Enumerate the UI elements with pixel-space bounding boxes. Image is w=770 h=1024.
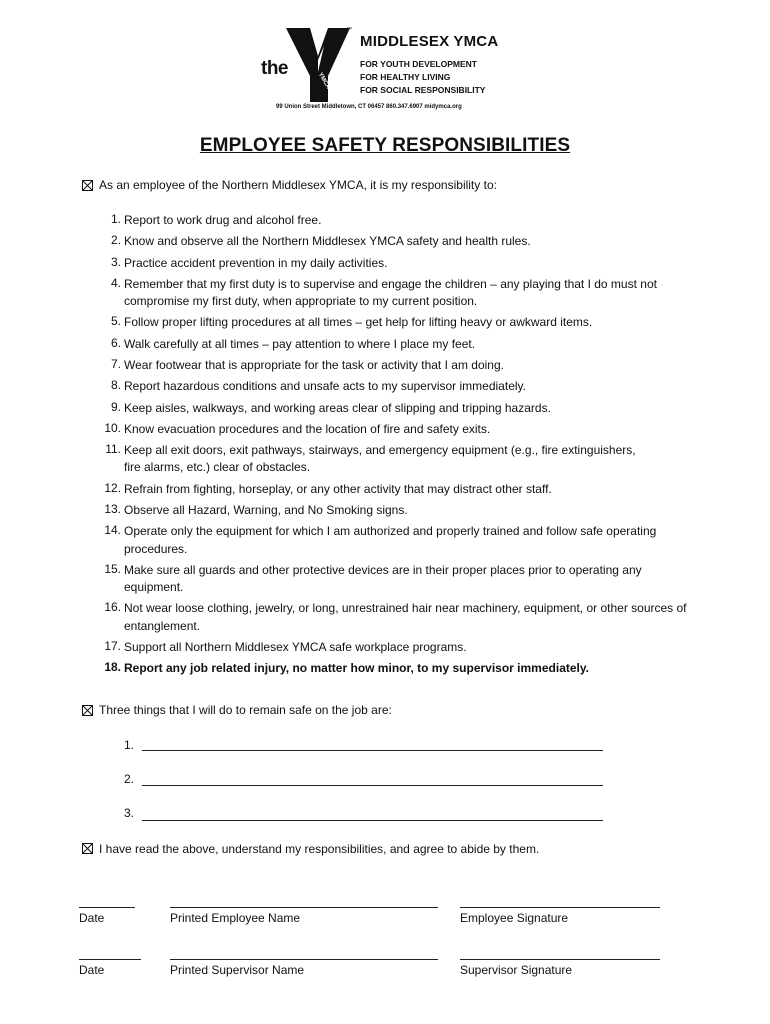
list-item-number: 14. xyxy=(104,523,121,538)
list-item-number: 1. xyxy=(110,212,121,226)
employee-date-line[interactable] xyxy=(79,907,135,908)
list-item-text: fire alarms, etc.) clear of obstacles. xyxy=(124,460,311,475)
list-item-number: 2. xyxy=(110,233,121,248)
org-address: 99 Union Street Middletown, CT 06457 860.347.6907 midymca.org xyxy=(276,104,462,110)
logo-ymca-text: YMCA xyxy=(316,71,331,91)
checked-box-icon[interactable] xyxy=(82,705,93,716)
list-item-number: 12. xyxy=(104,480,121,495)
list-item-number: 13. xyxy=(104,502,121,516)
list-item-text: Wear footwear that is appropriate for the task or activity that I am doing. xyxy=(124,358,504,372)
supervisor-name-label: Printed Supervisor Name xyxy=(170,963,305,977)
page-title: EMPLOYEE SAFETY RESPONSIBILITIES xyxy=(199,135,571,156)
list-item-number: 8. xyxy=(110,378,121,393)
answer-line-3[interactable] xyxy=(142,820,603,821)
employee-name-line[interactable] xyxy=(170,907,438,908)
answer-line-2[interactable] xyxy=(142,785,603,786)
list-item-text: Know evacuation procedures and the location of fire and safety exits. xyxy=(124,421,491,436)
list-item-text: Refrain from fighting, horseplay, or any other activity that may distract other staff. xyxy=(124,481,552,496)
list-item-text: Practice accident prevention in my daily activities. xyxy=(124,255,388,270)
list-item-text: Report hazardous conditions and unsafe acts to my supervisor immediately. xyxy=(124,379,526,394)
list-item-text: Walk carefully at all times – pay attention to where I place my feet. xyxy=(124,336,476,351)
list-item-number: 5. xyxy=(110,314,121,329)
blank-number: 1. xyxy=(124,738,135,752)
list-item-text: Report any job related injury, no matter how minor, to my supervisor immediately. xyxy=(124,661,589,676)
checked-box-icon[interactable] xyxy=(82,180,93,191)
supervisor-name-line[interactable] xyxy=(170,959,438,960)
employee-date-label: Date xyxy=(79,911,105,925)
list-item-text: Follow proper lifting procedures at all times – get help for lifting heavy or awkward items. xyxy=(124,315,593,330)
list-item-number: 10. xyxy=(104,420,121,435)
tagline-line-1: FOR YOUTH DEVELOPMENT xyxy=(360,59,477,69)
supervisor-signature-line[interactable] xyxy=(460,959,660,960)
list-item-number: 7. xyxy=(110,357,121,371)
list-item-text: Make sure all guards and other protective devices are in their proper places prior to operating any xyxy=(124,562,642,577)
list-item-text: Know and observe all the Northern Middlesex YMCA safety and health rules. xyxy=(124,234,531,249)
list-item-text: Operate only the equipment for which I am authorized and properly trained and follow safe operating xyxy=(124,524,657,539)
logo-the-text: the xyxy=(261,58,288,79)
list-item-number: 11. xyxy=(105,442,121,457)
org-name: MIDDLESEX YMCA xyxy=(360,33,499,50)
blank-number: 3. xyxy=(124,806,135,820)
supervisor-date-line[interactable] xyxy=(79,959,141,960)
list-item-number: 18. xyxy=(104,660,121,675)
list-item-number: 4. xyxy=(110,275,121,290)
list-item-text: Observe all Hazard, Warning, and No Smoking signs. xyxy=(124,503,408,517)
list-item-text: Keep all exit doors, exit pathways, stairways, and emergency equipment (e.g., fire extinguishers, xyxy=(124,443,636,458)
tagline-line-3: FOR SOCIAL RESPONSIBILITY xyxy=(360,85,486,95)
trademark-symbol: ™ xyxy=(346,27,352,33)
intro-text: As an employee of the Northern Middlesex YMCA, it is my responsibility to: xyxy=(99,178,497,192)
list-item-text: compromise my first duty, when appropriate to my current position. xyxy=(124,294,478,309)
list-item-text: procedures. xyxy=(124,541,188,556)
list-item-number: 17. xyxy=(104,638,121,653)
list-item-text: Remember that my first duty is to supervise and engage the children – any playing that I do must not xyxy=(124,276,657,291)
checked-box-icon[interactable] xyxy=(82,843,93,854)
list-item-number: 16. xyxy=(104,600,121,615)
agreement-text: I have read the above, understand my responsibilities, and agree to abide by them. xyxy=(99,842,540,856)
blank-number: 2. xyxy=(124,772,135,786)
supervisor-signature-label: Supervisor Signature xyxy=(460,963,573,977)
list-item-text: entanglement. xyxy=(124,618,201,633)
list-item-text: Not wear loose clothing, jewelry, or long, unrestrained hair near machinery, equipment, or other sources of xyxy=(124,601,687,616)
list-item-text: Report to work drug and alcohol free. xyxy=(124,213,322,227)
list-item-text: Keep aisles, walkways, and working areas clear of slipping and tripping hazards. xyxy=(124,400,551,415)
list-item-text: Support all Northern Middlesex YMCA safe workplace programs. xyxy=(124,639,467,654)
answer-line-1[interactable] xyxy=(142,750,603,751)
employee-signature-line[interactable] xyxy=(460,907,660,908)
employee-signature-label: Employee Signature xyxy=(460,911,569,925)
list-item-number: 15. xyxy=(104,561,121,576)
list-item-number: 6. xyxy=(110,335,121,350)
supervisor-date-label: Date xyxy=(79,963,105,977)
list-item-number: 3. xyxy=(110,254,121,269)
list-item-text: equipment. xyxy=(124,580,184,594)
three-things-prompt: Three things that I will do to remain safe on the job are: xyxy=(99,703,392,717)
tagline-line-2: FOR HEALTHY LIVING xyxy=(360,72,451,82)
employee-name-label: Printed Employee Name xyxy=(170,911,301,925)
list-item-number: 9. xyxy=(110,399,121,414)
